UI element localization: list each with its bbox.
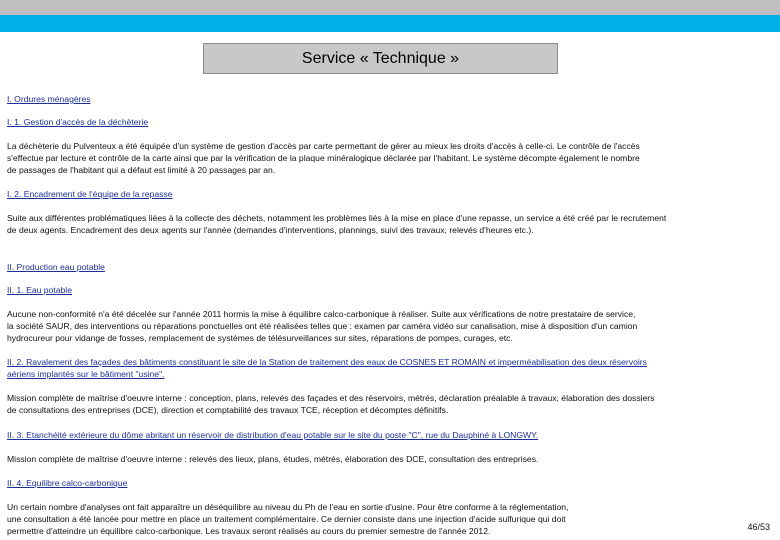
heading-line: II. 2. Ravalement des façades des bâtiments constituant le site de la Station de traitement des eaux de COSNES ET ROMAIN et imperméabilisation des deux réservoirs (7, 357, 647, 367)
text-line: Suite aux différentes problématiques liées à la collecte des déchets, notamment les problèmes liés à la mise en place d'une repasse, un service a été créé par le recrutement (7, 213, 667, 223)
page-title: Service « Technique » (203, 43, 558, 74)
heading-etancheite-dome: II. 3. Etanchéité extérieure du dôme abritant un réservoir de distribution d'eau potable sur le site du poste "C", rue du Dauphiné à LONGWY. (7, 430, 539, 440)
paragraph-gestion-acces (7, 140, 640, 177)
top-gray-bar (0, 0, 780, 15)
text-line: Un certain nombre d'analyses ont fait apparaître un déséquilibre au niveau du Ph de l'eau en sortie d'usine. Pour être conforme à la réglementation, (7, 502, 569, 512)
paragraph-equilibre-calco (7, 501, 568, 538)
paragraph-etancheite-dome: Mission complète de maîtrise d'oeuvre interne : relevés des lieux, plans, études, métrés, élaboration des DCE, consultation des entreprises. (7, 454, 539, 464)
paragraph-ravalement-facades (7, 392, 654, 416)
text-line: de consultations des entreprises (DCE), direction et comptabilité des travaux TCE, réception et décomptes définitifs. (7, 405, 449, 416)
heading-line: aériens implantés sur le bâtiment "usine". (7, 369, 165, 380)
heading-production-eau-potable: II. Production eau potable (7, 262, 105, 272)
page-number: 46/53 (747, 522, 770, 532)
paragraph-encadrement-repasse (7, 212, 666, 236)
top-accent-bar (0, 15, 780, 32)
text-line: hydrocureur pour vidange de fosses, remplacement de systèmes de télésurveillances sur sites, réparations de pompes, curages, etc. (7, 333, 513, 344)
text-line: une consultation a été lancée pour mettre en place un traitement complémentaire. Ce dernier consiste dans une injection d'acide sulfurique qui doit (7, 514, 566, 525)
heading-equilibre-calco: II. 4. Equilibre calco-carbonique (7, 478, 128, 488)
heading-gestion-acces: I. 1. Gestion d'accès de la déchèterie (7, 117, 149, 127)
heading-ordures-menageres: I. Ordures ménagères (7, 94, 91, 104)
text-line: Mission complète de maîtrise d'oeuvre interne : conception, plans, relevés des façades et des réservoirs, métrés, déclaration préalable à travaux, élaboration des dossiers (7, 393, 655, 403)
paragraph-eau-potable (7, 308, 637, 345)
text-line: la société SAUR, des interventions ou réparations ponctuelles ont été réalisées telles que : examen par caméra vidéo sur canalisation, mise à disposition d'un camion (7, 321, 638, 332)
text-line: s'effectue par lecture et contrôle de la carte ainsi que par la vérification de la plaque minéralogique déclarée par l'habitant. Le système décompte également le nombre (7, 153, 640, 164)
text-line: de passages de l'habitant qui a défaut est limité à 20 passages par an. (7, 165, 276, 176)
heading-ravalement-facades (7, 356, 647, 380)
heading-encadrement-repasse: I. 2. Encadrement de l'équipe de la repasse (7, 189, 173, 199)
text-line: La déchèterie du Pulventeux a été équipée d'un système de gestion d'accès par carte permettant de gérer au mieux les droits d'accès à celle-ci. Le contrôle de l'accès (7, 141, 640, 151)
text-line: de deux agents. Encadrement des deux agents sur l'année (demandes d'interventions, plannings, suivi des travaux, relevés d'heures etc.). (7, 225, 534, 236)
text-line: Aucune non-conformité n'a été décelée sur l'année 2011 hormis la mise à équilibre calco-carbonique à réaliser. Suite aux vérifications de notre prestataire de service, (7, 309, 636, 319)
text-line: permettre d'atteindre un équilibre calco-carbonique. Les travaux seront réalisés au cours du premier semestre de l'année 2012. (7, 526, 491, 537)
heading-eau-potable: II. 1. Eau potable (7, 285, 72, 295)
